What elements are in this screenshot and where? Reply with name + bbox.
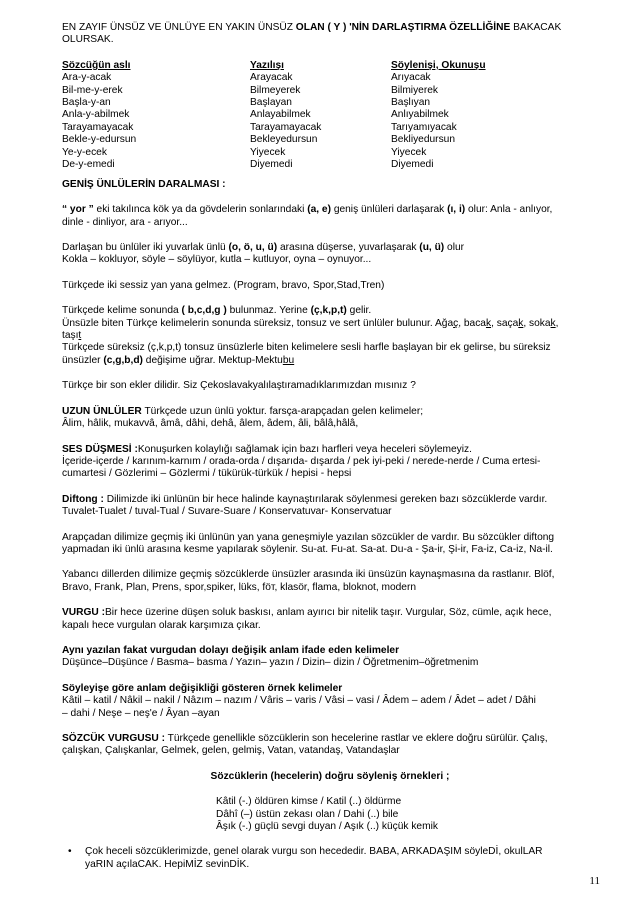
pronunciation-table — [62, 60, 598, 172]
table-cell: Tarayamayacak — [62, 121, 134, 133]
table-cell: Yiyecek — [391, 146, 427, 158]
subsection-title: Söyleyişe göre anlam değişikliği gösteren örnek kelimeler — [62, 682, 343, 694]
table-header: Yazılışı — [250, 59, 284, 71]
table-cell: Anlayabilmek — [250, 109, 311, 121]
table-cell: Başla-y-an — [62, 96, 111, 108]
table-row — [62, 109, 598, 121]
section-title-daralma: GENİŞ ÜNLÜLERİN DARALMASI : — [62, 178, 226, 190]
table-cell: Bilmiyerek — [391, 84, 438, 96]
table-cell: Yiyecek — [250, 146, 286, 158]
paragraph-line: – dahi / Neşe – neş'e / Âyan –ayan — [62, 707, 220, 719]
page-number: 11 — [589, 875, 600, 887]
paragraph-line: Tuvalet-Tualet / tuval-Tual / Suvare-Suare / Konservatuvar- Konservatuar — [62, 506, 392, 518]
paragraph-line: Kokla – kokluyor, söyle – söylüyor, kutla – kutluyor, oyna – oynuyor... — [62, 254, 372, 266]
table-header: Sözcüğün aslı — [62, 59, 131, 71]
table-row — [62, 147, 598, 159]
intro-heading-line2: OLURSAK. — [62, 34, 114, 46]
table-cell: Anlıyabilmek — [391, 109, 449, 121]
paragraph: Türkçe bir son ekler dilidir. Siz Çekoslavakyalılaştıramadıklarımızdan mısınız ? — [62, 380, 416, 392]
table-cell: Arıyacak — [391, 72, 431, 84]
table-cell: Anla-y-abilmek — [62, 109, 130, 121]
paragraph: Arapçadan dilimize geçmiş iki ünlünün yan yana geneşmiyle yazılan sözcükler de vardır. Bu sözcükler diftong — [62, 531, 555, 543]
bullet-text: Çok heceli sözcüklerimizde, genel olarak vurgu son hecededir. BABA, ARKADAŞIM söyleDİ, okulLAR — [85, 846, 543, 858]
table-header: Söylenişi, Okunuşu — [391, 59, 486, 71]
table-cell: Tarıyamıyacak — [391, 121, 457, 133]
table-cell: Başlayan — [250, 96, 292, 108]
table-row — [62, 72, 598, 84]
paragraph: “ yor ” eki takılınca kök ya da gövdelerin sonlarındaki (a, e) geniş ünlüleri darlaşarak (ı, i) olur: Anla - anlıyor, — [62, 204, 553, 216]
paragraph-line: kapalı hece vurgulan olarak karşımıza çıkar. — [62, 619, 261, 631]
paragraph-line: Düşünce–Düşünce / Basma– basma / Yazın– yazın / Dizin– dizin / Öğretmenim–öğretmenim — [62, 657, 479, 669]
table-cell: Bekliyedursun — [391, 134, 455, 146]
table-row — [62, 97, 598, 109]
paragraph-line: Kâtil – katil / Nâkil – nakil / Nâzım – nazım / Vâris – varis / Vâsi – vasi / Âdem – adem / Âdet – adet / Dâhi — [62, 695, 536, 707]
table-row — [62, 159, 598, 171]
table-row — [62, 85, 598, 97]
paragraph-line: dinle - dinliyor, ara - arıyor... — [62, 216, 188, 228]
section-ses-dusmesi: SES DÜŞMESİ :Konuşurken kolaylığı sağlamak için bazı harfleri veya heceleri söylemeyiz. — [62, 443, 472, 455]
table-cell: Tarayamayacak — [250, 121, 322, 133]
paragraph-line: yapmadan iki ünlü arasına kesme yapılarak söylenir. Su-at. Fu-at. Sa-at. Du-a - Şa-ir, Şi-ir, Fa-iz, Ca-iz, Na-il. — [62, 543, 553, 555]
table-cell: Ye-y-ecek — [62, 146, 107, 158]
table-cell: Başlıyan — [391, 96, 431, 108]
table-cell: Bekleyedursun — [250, 134, 318, 146]
bullet-item — [62, 846, 598, 871]
table-cell: Diyemedi — [250, 158, 293, 170]
table-cell: Bekle-y-edursun — [62, 134, 137, 146]
paragraph-line: ünsüzler (c,g,b,d) değişime uğrar. Mektup-Mektubu — [62, 354, 295, 366]
paragraph-line: taşıt — [62, 330, 82, 342]
section-uzun-unluler: UZUN ÜNLÜLER Türkçede uzun ünlü yoktur. farsça-arapçadan gelen kelimeler; — [62, 405, 424, 417]
paragraph-line: İçeride-içerde / karınım-karnım / orada-orda / dışarıda- dışarda / pek iyi-peki / nerede-nerde / Cuma ertesi- — [62, 455, 541, 467]
paragraph-line: Türkçede süreksiz (ç,k,p,t) tonsuz ünsüzlerle biten kelimelere sesli harfle başlayan bir ek gelirse, bu süreksiz — [62, 342, 551, 354]
paragraph: Türkçede iki sessiz yan yana gelmez. (Program, bravo, Spor,Stad,Tren) — [62, 279, 385, 291]
table-cell: Ara-y-acak — [62, 72, 112, 84]
section-sozcuk-vurgusu: SÖZCÜK VURGUSU : Türkçede genellikle sözcüklerin son hecelerine rastlar ve eklere doğru sürülür. Çalış, — [62, 733, 548, 744]
bullet-text-line2: yaRIN açılaCAK. HepiMİZ sevinDİK. — [85, 858, 250, 870]
paragraph-line: Ünsüzle biten Türkçe kelimelerin sonunda süreksiz, tonsuz ve sert ünlüler bulunur. Ağaç, bacak, saçak, sokak, — [62, 317, 559, 329]
paragraph: Yabancı dillerden dilimize geçmiş sözcüklerde ünsüzler arasında iki ünsüzün kaynaşmasına da rastlanır. Blöf, — [62, 569, 555, 581]
document-page — [62, 22, 598, 871]
example-line: Kâtil (-.) öldüren kimse / Katil (..) öldürme — [216, 796, 402, 808]
section-diftong: Diftong : Dilimizde iki ünlünün bir hece halinde kaynaştırılarak söylenmesi gereken bazı sözcüklerde vardır. — [62, 493, 548, 505]
table-cell: Arayacak — [250, 72, 293, 84]
paragraph-line: Âlim, hâlik, mukavvâ, âmâ, dâhi, dehâ, âlem, âdem, âli, bâlâ,hâlâ, — [62, 418, 359, 430]
subsection-title: Aynı yazılan fakat vurgudan dolayı değişik anlam ifade eden kelimeler — [62, 644, 400, 656]
paragraph-line: cumartesi / Gözlerimi – Gözlermi / tükürük-türkük / hepisi - hepsi — [62, 468, 352, 480]
table-cell: De-y-emedi — [62, 158, 115, 170]
paragraph-line: Bravo, Frank, Plan, Prens, spor,spiker, lüks, föт, klasör, flama, bloknot, modern — [62, 581, 417, 593]
example-line: Dâhî (–) üstün zekası olan / Dahi (..) bile — [216, 808, 399, 820]
section-vurgu: VURGU :Bir hece üzerine düşen soluk baskısı, anlam ayırıcı bir nitelik taşır. Vurgular, Söz, cümle, açık hece, — [62, 607, 552, 619]
table-cell: Bil-me-y-erek — [62, 84, 123, 96]
examples-title: Sözcüklerin (hecelerin) doğru söyleniş örnekleri ; — [210, 770, 450, 782]
table-cell: Bilmeyerek — [250, 84, 301, 96]
table-row — [62, 134, 598, 146]
intro-heading: EN ZAYIF ÜNSÜZ VE ÜNLÜYE EN YAKIN ÜNSÜZ OLAN ( Y ) 'NİN DARLAŞTIRMA ÖZELLİĞİNE BAKACAK — [62, 22, 562, 33]
table-header-row — [62, 60, 598, 72]
table-cell: Diyemedi — [391, 158, 434, 170]
paragraph: Türkçede kelime sonunda ( b,c,d,g ) bulunmaz. Yerine (ç,k,p,t) gelir. — [62, 305, 372, 317]
paragraph-line: çalışkan, Çalışkanlar, Gelmek, gelen, gelmiş, Vatan, vatandaş, Vatandaşlar — [62, 745, 400, 757]
paragraph: Darlaşan bu ünlüler iki yuvarlak ünlü (o, ö, u, ü) arasına düşerse, yuvarlaşarak (u, ü) olur — [62, 242, 465, 254]
example-line: Âşık (-.) güçlü sevgi duyan / Aşık (..) küçük kemik — [216, 821, 438, 833]
bullet-icon: • — [68, 846, 72, 858]
table-row — [62, 122, 598, 134]
